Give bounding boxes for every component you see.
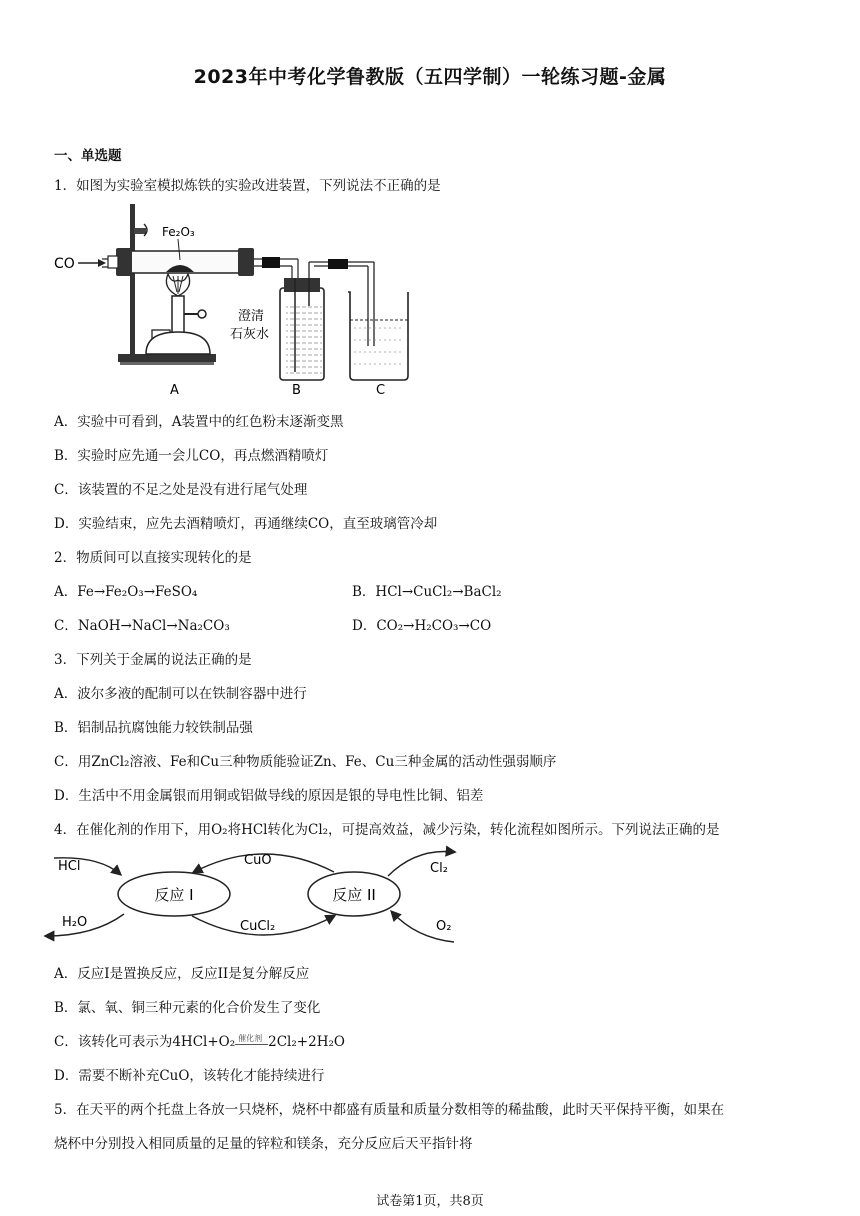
question-2-stem: 2．物质间可以直接实现转化的是 — [54, 550, 252, 566]
question-5-stem-line-2: 烧杯中分别投入相同质量的足量的锌粒和镁条，充分反应后天平指针将 — [54, 1136, 473, 1152]
q1-option-d: D．实验结束，应先去酒精喷灯，再通继续CO，直至玻璃管冷却 — [54, 516, 438, 532]
solution-label-2: 石灰水 — [230, 327, 270, 342]
fe2o3-label: Fe₂O₃ — [162, 225, 195, 239]
q4-option-a: A．反应I是置换反应，反应II是复分解反应 — [54, 966, 310, 982]
q4-option-c-left: C．该转化可表示为4HCl+O₂ — [54, 1034, 236, 1050]
co-label: CO — [54, 256, 75, 272]
cl2-label: Cl₂ — [430, 861, 448, 876]
o2-label: O₂ — [436, 919, 452, 934]
stopper-right — [238, 248, 254, 276]
question-5-stem-line-1: 5．在天平的两个托盘上各放一只烧杯，烧杯中都盛有质量和质量分数相等的稀盐酸，此时天平保持平衡，如果在 — [54, 1102, 725, 1118]
page-footer: 试卷第1页，共8页 — [376, 1194, 484, 1209]
q4-option-d: D．需要不断补充CuO，该转化才能持续进行 — [54, 1068, 325, 1084]
q2-option-b: B．HCl→CuCl₂→BaCl₂ — [352, 584, 502, 600]
apparatus-label-a: A — [170, 383, 179, 398]
reaction-1-label: 反应 I — [154, 886, 194, 904]
q2-option-c: C．NaOH→NaCl→Na₂CO₃ — [54, 618, 230, 634]
section-heading: 一、单选题 — [54, 148, 122, 164]
q2-option-a: A．Fe→Fe₂O₃→FeSO₄ — [54, 584, 198, 600]
stand-rod — [130, 204, 135, 356]
question-4-stem: 4．在催化剂的作用下，用O₂将HCl转化为Cl₂，可提高效益，减少污染，转化流程如图所示。下列说法正确的是 — [54, 822, 720, 838]
stand-base — [118, 354, 216, 362]
apparatus-label-c: C — [376, 383, 386, 398]
iron-smelting-apparatus-figure — [52, 196, 422, 402]
page-title: 2023年中考化学鲁教版（五四学制）一轮练习题-金属 — [193, 66, 667, 88]
h2o-label: H₂O — [62, 915, 88, 930]
question-1-stem: 1．如图为实验室模拟炼铁的实验改进装置，下列说法不正确的是 — [54, 178, 441, 194]
cucl2-label: CuCl₂ — [240, 919, 276, 934]
q2-option-d: D．CO₂→H₂CO₃→CO — [352, 618, 492, 634]
q4-option-b: B．氯、氧、铜三种元素的化合价发生了变化 — [54, 1000, 321, 1016]
solution-label-1: 澄清 — [238, 309, 265, 324]
catalytic-conversion-flow-figure — [44, 842, 464, 946]
q3-option-d: D．生活中不用金属银而用铜或铝做导线的原因是银的导电性比铜、铝差 — [54, 788, 484, 804]
cuo-label: CuO — [244, 853, 272, 868]
q1-option-c: C．该装置的不足之处是没有进行尾气处理 — [54, 482, 308, 498]
reaction-2-label: 反应 II — [332, 886, 376, 904]
q3-option-c: C．用ZnCl₂溶液、Fe和Cu三种物质能验证Zn、Fe、Cu三种金属的活动性强弱顺序 — [54, 754, 557, 770]
q4-option-c-right: 2Cl₂+2H₂O — [268, 1034, 345, 1050]
catalyst-condition: 催化剂 — [235, 1033, 268, 1045]
q1-option-a: A．实验中可看到，A装置中的红色粉末逐渐变黑 — [54, 414, 344, 430]
burner-tube — [172, 296, 184, 334]
hcl-label: HCl — [58, 859, 81, 874]
q3-option-a: A．波尔多液的配制可以在铁制容器中进行 — [54, 686, 307, 702]
beaker-c — [348, 292, 408, 380]
q1-option-b: B．实验时应先通一会儿CO，再点燃酒精喷灯 — [54, 448, 329, 464]
apparatus-label-b: B — [292, 383, 301, 398]
q4-option-c — [54, 1030, 345, 1050]
question-3-stem: 3．下列关于金属的说法正确的是 — [54, 652, 252, 668]
q3-option-b: B．铝制品抗腐蚀能力较铁制品强 — [54, 720, 253, 736]
